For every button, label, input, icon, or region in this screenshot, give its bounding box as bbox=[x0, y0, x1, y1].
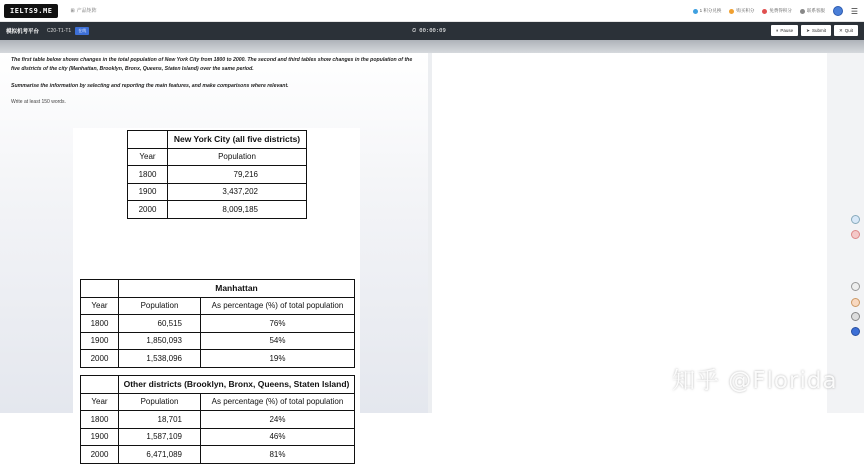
timer bbox=[412, 22, 446, 40]
note-icon[interactable] bbox=[851, 282, 860, 291]
product-matrix-link[interactable] bbox=[70, 7, 96, 14]
table-row bbox=[81, 411, 355, 429]
points-redeem-label: 1 积分兑换 bbox=[699, 8, 722, 13]
free-points-link[interactable] bbox=[762, 8, 792, 14]
empty-cell bbox=[81, 376, 119, 394]
population-cell: 1,850,093 bbox=[119, 332, 201, 350]
table-row bbox=[81, 428, 355, 446]
quit-label: Quit bbox=[844, 28, 853, 33]
col-percentage: As percentage (%) of total population bbox=[201, 297, 355, 315]
close-icon: ✕ bbox=[838, 27, 843, 33]
translate-icon[interactable] bbox=[851, 215, 860, 224]
year-cell: 2000 bbox=[81, 446, 119, 464]
empty-cell bbox=[128, 131, 168, 149]
col-year: Year bbox=[81, 393, 119, 411]
year-cell: 1800 bbox=[128, 166, 168, 184]
percentage-cell: 24% bbox=[201, 411, 355, 429]
percentage-cell: 54% bbox=[201, 332, 355, 350]
empty-cell bbox=[81, 280, 119, 298]
manhattan-table-title: Manhattan bbox=[119, 280, 355, 298]
year-cell: 1800 bbox=[81, 411, 119, 429]
other-table-title: Other districts (Brooklyn, Bronx, Queens, Staten Island) bbox=[119, 376, 355, 394]
col-population: Population bbox=[168, 148, 307, 166]
timer-value: 00:00:09 bbox=[419, 28, 446, 34]
pause-icon: ⏸ bbox=[776, 28, 779, 33]
header-band bbox=[0, 40, 864, 53]
col-population: Population bbox=[119, 297, 201, 315]
population-cell: 3,437,202 bbox=[168, 183, 307, 201]
percentage-cell: 19% bbox=[201, 350, 355, 368]
task-prompt: The first table below shows changes in the total population of New York City from 1800 to 2000. The second and third tables show changes in the population of the five districts of the city (Manhattan, Brooklyn, Bronx, Queens, Staten Island) over the same period. bbox=[11, 57, 413, 72]
population-cell: 6,471,089 bbox=[119, 446, 201, 464]
diamond-icon bbox=[693, 9, 698, 14]
task-panel[interactable] bbox=[0, 53, 428, 459]
percentage-cell: 46% bbox=[201, 428, 355, 446]
pause-label: Pause bbox=[780, 28, 794, 33]
other-districts-table bbox=[80, 375, 355, 464]
population-cell: 60,515 bbox=[119, 315, 201, 333]
year-cell: 2000 bbox=[128, 201, 168, 219]
product-matrix-label: 产品矩阵 bbox=[76, 8, 97, 14]
col-population: Population bbox=[119, 393, 201, 411]
watermark: 知乎 @Florida bbox=[672, 368, 838, 394]
tool-icon[interactable] bbox=[851, 298, 860, 307]
chat-icon bbox=[800, 9, 805, 14]
table-row bbox=[128, 166, 307, 184]
site-logo[interactable]: IELTS9.ME bbox=[4, 4, 58, 18]
year-cell: 1900 bbox=[81, 428, 119, 446]
word-requirement: Write at least 150 words. bbox=[11, 99, 66, 105]
col-percentage: As percentage (%) of total population bbox=[201, 393, 355, 411]
nav-right bbox=[693, 0, 858, 22]
pause-button[interactable] bbox=[771, 25, 798, 36]
table-row bbox=[81, 446, 355, 464]
coin-icon bbox=[729, 9, 734, 14]
grid-icon: ⊞ bbox=[70, 7, 75, 14]
table-row bbox=[81, 332, 355, 350]
table-row bbox=[128, 183, 307, 201]
table-row bbox=[81, 315, 355, 333]
send-icon: ➤ bbox=[806, 27, 810, 33]
buy-points-label: 购买积分 bbox=[736, 8, 755, 13]
submit-label: Submit bbox=[811, 28, 826, 33]
free-points-label: 免费得积分 bbox=[769, 8, 792, 13]
population-cell: 18,701 bbox=[119, 411, 201, 429]
clock-icon: ⏲ bbox=[412, 27, 417, 34]
table-row bbox=[128, 201, 307, 219]
population-cell: 1,587,109 bbox=[119, 428, 201, 446]
help-icon[interactable] bbox=[851, 327, 860, 336]
top-nav bbox=[0, 0, 864, 22]
avatar[interactable] bbox=[833, 6, 843, 16]
exam-bar bbox=[0, 22, 864, 40]
quit-button[interactable] bbox=[834, 25, 858, 36]
test-code: C20-T1-T1 bbox=[47, 28, 72, 34]
task-instruction: Summarise the information by selecting and reporting the main features, and make comparisons where relevant. bbox=[11, 83, 289, 89]
menu-icon[interactable]: ☰ bbox=[850, 6, 858, 16]
platform-title: 模拟机考平台 bbox=[6, 29, 40, 35]
status-badge: 在线 bbox=[75, 27, 89, 35]
contact-support-link[interactable] bbox=[800, 8, 825, 14]
year-cell: 2000 bbox=[81, 350, 119, 368]
percentage-cell: 81% bbox=[201, 446, 355, 464]
year-cell: 1900 bbox=[81, 332, 119, 350]
gift-icon bbox=[762, 9, 767, 14]
contact-support-label: 联系客服 bbox=[806, 8, 825, 13]
population-cell: 8,009,185 bbox=[168, 201, 307, 219]
highlight-icon[interactable] bbox=[851, 230, 860, 239]
nyc-table bbox=[127, 130, 307, 219]
percentage-cell: 76% bbox=[201, 315, 355, 333]
grid-tool-icon[interactable] bbox=[851, 312, 860, 321]
table-row bbox=[81, 350, 355, 368]
manhattan-table bbox=[80, 279, 355, 368]
population-cell: 1,538,096 bbox=[119, 350, 201, 368]
exam-controls bbox=[771, 25, 858, 36]
buy-points-link[interactable] bbox=[729, 8, 754, 14]
points-redeem-link[interactable] bbox=[693, 8, 722, 14]
nyc-table-title: New York City (all five districts) bbox=[168, 131, 307, 149]
col-year: Year bbox=[81, 297, 119, 315]
year-cell: 1800 bbox=[81, 315, 119, 333]
year-cell: 1900 bbox=[128, 183, 168, 201]
col-year: Year bbox=[128, 148, 168, 166]
task-figure bbox=[73, 128, 360, 459]
answer-panel[interactable] bbox=[432, 53, 827, 413]
population-cell: 79,216 bbox=[168, 166, 307, 184]
submit-button[interactable] bbox=[801, 25, 831, 36]
